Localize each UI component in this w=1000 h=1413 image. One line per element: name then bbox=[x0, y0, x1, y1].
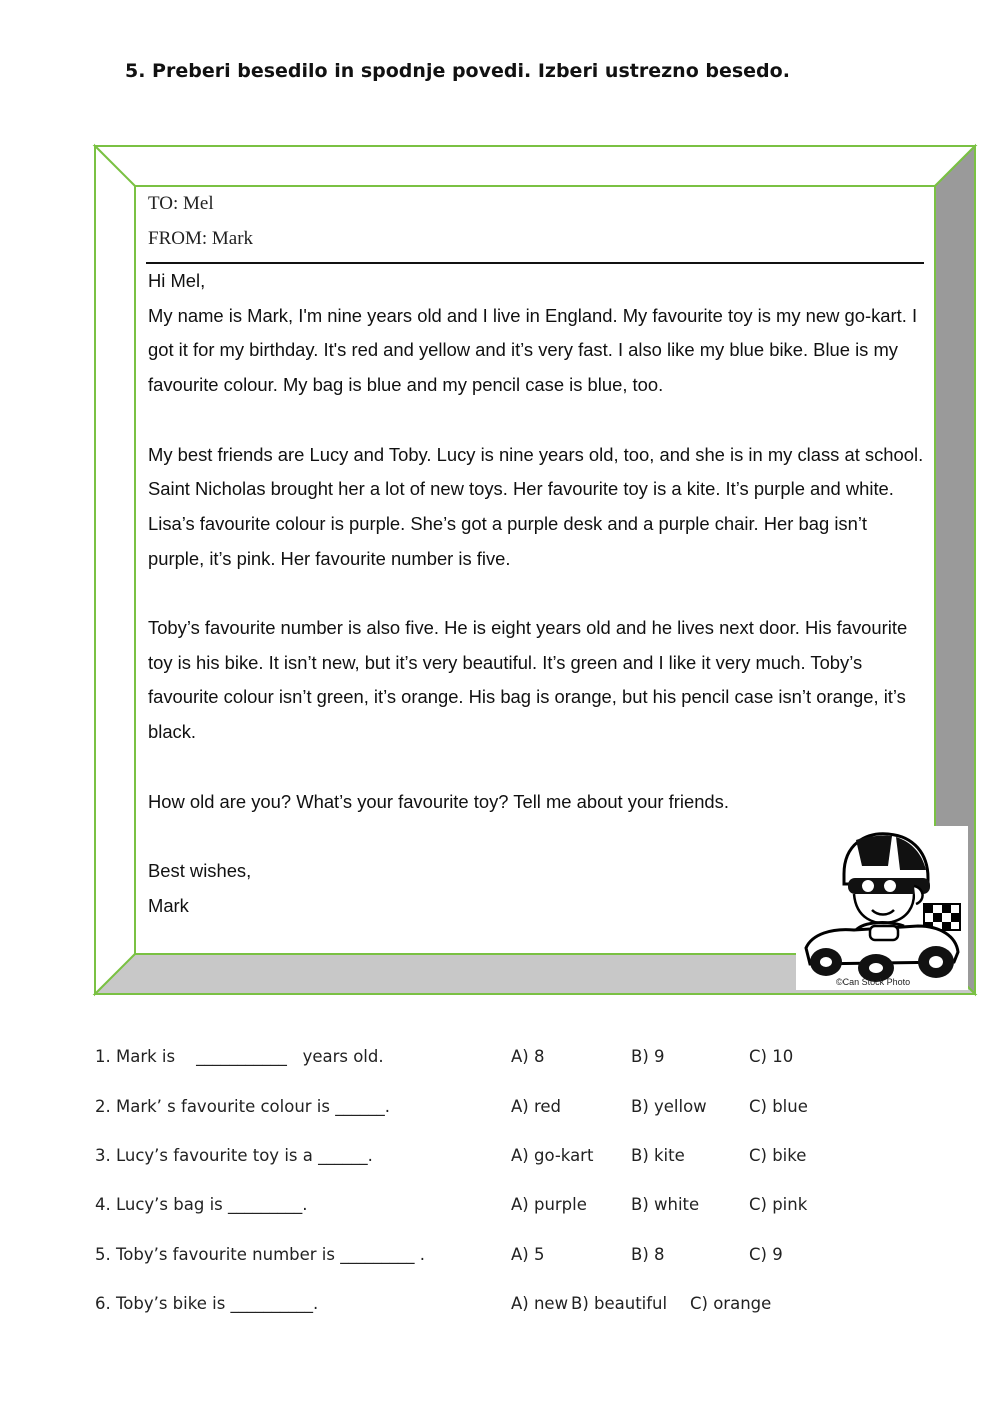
option-a[interactable]: A) new bbox=[511, 1294, 569, 1313]
letter-body bbox=[148, 264, 928, 923]
frame-bevel-top bbox=[95, 146, 975, 186]
option-a[interactable]: A) red bbox=[511, 1097, 562, 1116]
letter-paragraph-1: My name is Mark, I'm nine years old and I live in England. My favourite toy is my new go-kart. I got it for my birthday. It's red and yellow and it’s very fast. I also like my blue bike. Blue is my favourite colour. My bag is blue and my pencil case is blue, too. bbox=[148, 304, 918, 396]
question-prompt: 2. Mark’ s favourite colour is ______. bbox=[95, 1097, 390, 1116]
letter-from: FROM: Mark bbox=[148, 228, 254, 249]
question-row-2 bbox=[95, 1097, 955, 1123]
frame-bevel-left bbox=[95, 146, 135, 994]
question-row-1 bbox=[95, 1047, 955, 1073]
option-c[interactable]: C) orange bbox=[690, 1294, 772, 1313]
option-a[interactable]: A) 8 bbox=[511, 1047, 545, 1066]
option-a[interactable]: A) 5 bbox=[511, 1245, 545, 1264]
image-credit: ©Can Stock Photo bbox=[836, 977, 911, 987]
letter-to: TO: Mel bbox=[148, 193, 214, 214]
letter-paragraph-3: Toby’s favourite number is also five. He is eight years old and he lives next door. His favourite toy is his bike. It isn’t new, but it’s very beautiful. It’s green and I like it very much. Toby’s favourite colour isn’t green, it’s orange. His bag is orange, but his pencil case isn’t orange, it’s black. bbox=[148, 617, 908, 743]
option-b[interactable]: B) yellow bbox=[631, 1097, 707, 1116]
question-prompt: 5. Toby’s favourite number is _________ . bbox=[95, 1245, 425, 1264]
question-row-4 bbox=[95, 1195, 955, 1221]
letter-paragraph-2: My best friends are Lucy and Toby. Lucy is nine years old, too, and she is in my class at school. Saint Nicholas brought her a lot of new toys. Her favourite toy is a kite. It’s purple and white. Lisa’s favourite colour is purple. She’s got a purple desk and a purple chair. Her bag isn’t purple, it’s pink. Her favourite number is five. bbox=[148, 443, 924, 569]
question-row-3 bbox=[95, 1146, 955, 1172]
question-prompt: 1. Mark is ___________ years old. bbox=[95, 1047, 384, 1066]
option-c[interactable]: C) bike bbox=[749, 1146, 807, 1165]
option-c[interactable]: C) 10 bbox=[749, 1047, 794, 1066]
option-b[interactable]: B) 8 bbox=[631, 1245, 665, 1264]
question-prompt: 4. Lucy’s bag is _________. bbox=[95, 1195, 308, 1214]
option-c[interactable]: C) 9 bbox=[749, 1245, 783, 1264]
option-c[interactable]: C) blue bbox=[749, 1097, 808, 1116]
letter-closing: Best wishes, bbox=[148, 859, 252, 881]
task-heading: 5. Preberi besedilo in spodnje povedi. Izberi ustrezno besedo. bbox=[125, 60, 790, 82]
option-c[interactable]: C) pink bbox=[749, 1195, 808, 1214]
option-b[interactable]: B) white bbox=[631, 1195, 700, 1214]
option-b[interactable]: B) kite bbox=[631, 1146, 685, 1165]
letter-paragraph-4: How old are you? What’s your favourite toy? Tell me about your friends. bbox=[148, 790, 729, 812]
question-row-5 bbox=[95, 1245, 955, 1271]
letter-greeting: Hi Mel, bbox=[148, 270, 206, 291]
option-a[interactable]: A) purple bbox=[511, 1195, 587, 1214]
option-b[interactable]: B) beautiful bbox=[571, 1294, 668, 1313]
go-kart-boy-icon bbox=[796, 826, 968, 990]
question-row-6 bbox=[95, 1294, 955, 1320]
letter-signature: Mark bbox=[148, 894, 189, 916]
option-b[interactable]: B) 9 bbox=[631, 1047, 665, 1066]
question-prompt: 3. Lucy’s favourite toy is a ______. bbox=[95, 1146, 373, 1165]
question-prompt: 6. Toby’s bike is __________. bbox=[95, 1294, 319, 1313]
option-a[interactable]: A) go-kart bbox=[511, 1146, 594, 1165]
